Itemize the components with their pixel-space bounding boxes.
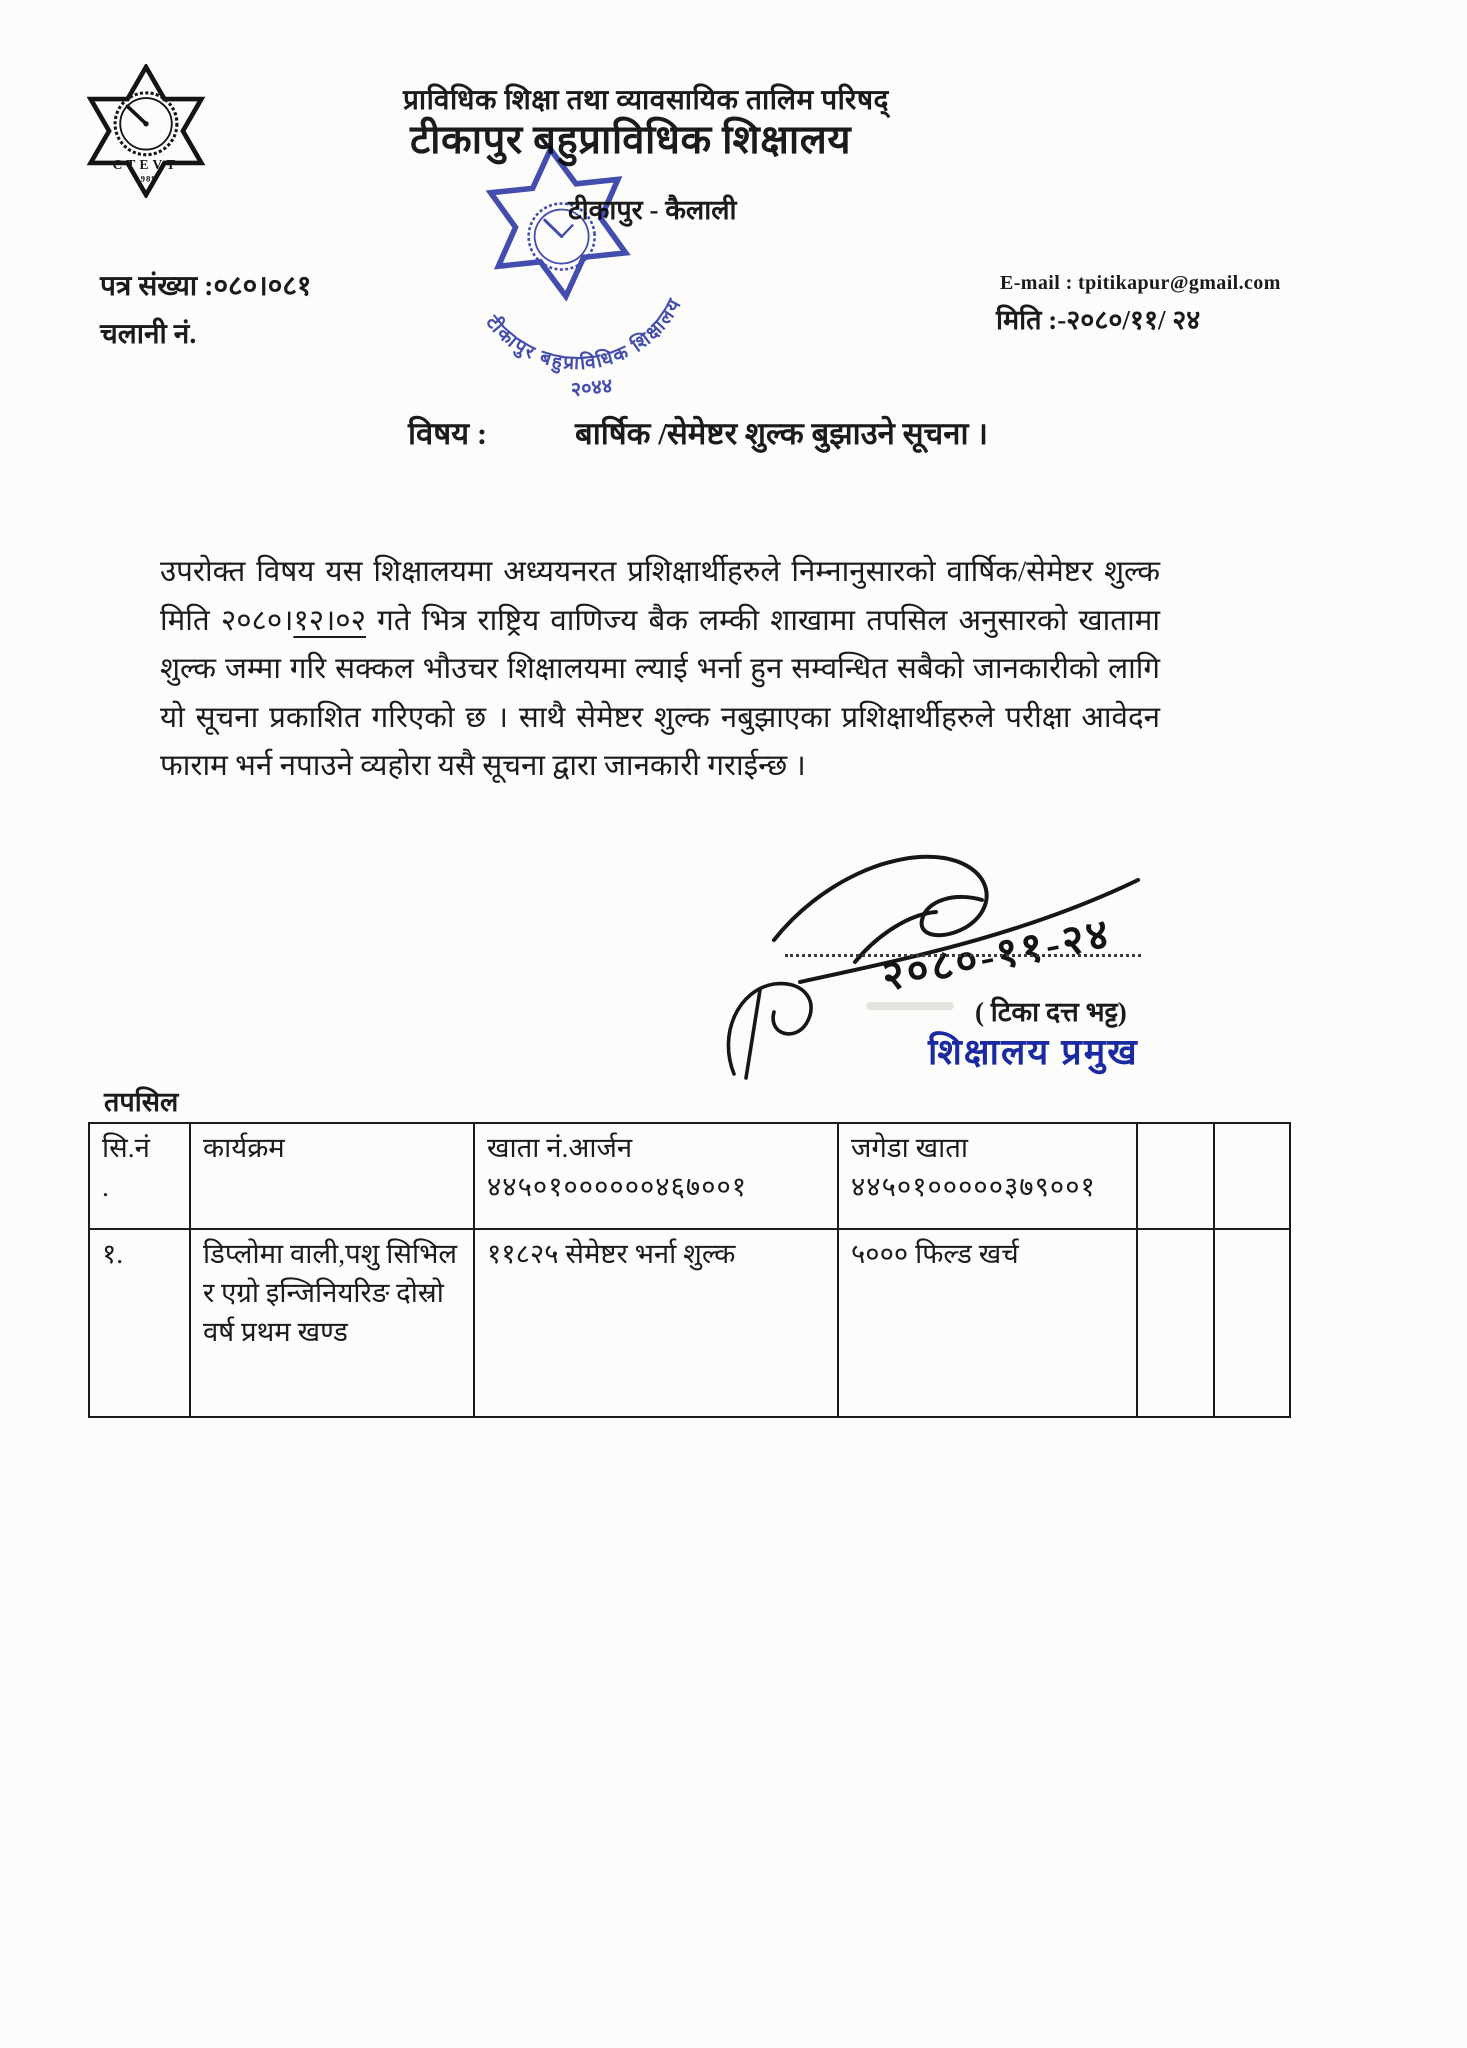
logo-year: 1989 xyxy=(135,173,157,184)
schedule-table xyxy=(88,1122,1291,1418)
body-paragraph xyxy=(160,548,1160,791)
cell-program: डिप्लोमा वाली,पशु सिभिल र एग्रो इन्जिनियरिङ दोस्रो वर्ष प्रथम खण्ड xyxy=(190,1229,474,1417)
letter-number: पत्र संख्या :०८०।०८१ xyxy=(100,271,312,302)
subject-title: बार्षिक /सेमेष्टर शुल्क बुझाउने सूचना । xyxy=(575,416,988,451)
schedule-caption: तपसिल xyxy=(104,1087,179,1117)
dispatch-number: चलानी नं. xyxy=(100,319,197,350)
header-cell-program xyxy=(190,1123,474,1229)
svg-text:टीकापुर बहुप्राविधिक शिक्षालय xyxy=(480,290,693,384)
school-stamp-icon xyxy=(425,127,752,427)
cell-reserve: ५००० फिल्ड खर्च xyxy=(838,1229,1137,1417)
cell-sn: १. xyxy=(89,1229,190,1417)
schedule-header-row xyxy=(89,1123,1290,1229)
ctevt-logo-icon xyxy=(62,64,230,198)
schedule-data-row xyxy=(89,1229,1290,1417)
signature-dotted-line xyxy=(785,928,1141,957)
header-sn-label2: . xyxy=(102,1171,109,1202)
header-cell-sn xyxy=(89,1123,190,1229)
header-program-label: कार्यक्रम xyxy=(203,1132,285,1163)
header-cell-earning xyxy=(474,1123,838,1229)
scan-smudge xyxy=(866,1002,954,1010)
header-earning-label: खाता नं.आर्जन xyxy=(487,1132,633,1163)
header-sn-label: सि.नं xyxy=(102,1132,150,1163)
letterhead-location: टीकापुर - कैलाली xyxy=(568,195,737,225)
cell-earning: ११८२५ सेमेष्टर भर्ना शुल्क xyxy=(474,1229,838,1417)
cell-extra1 xyxy=(1137,1229,1214,1417)
letterhead-school: टीकापुर बहुप्राविधिक शिक्षालय xyxy=(410,117,852,162)
body-part2: गते भित्र राष्ट्रिय वाणिज्य बैक लम्की शाखामा तपसिल अनुसारको खातामा शुल्क जम्मा गरि सक्कल भौउचर शिक्षालयमा ल्याई भर्ना हुन सम्वन्धित सबैको जानकारीको लागि यो सूचना प्रकाशित गरिएको छ । साथै सेमेष्टर शुल्क नबुझाएका प्रशिक्षार्थीहरुले परीक्षा आवेदन फाराम भर्न नपाउने व्यहोरा यसै सूचना द्वारा जानकारी गराईन्छ । xyxy=(160,604,1161,782)
body-part1: उपरोक्त विषय यस शिक्षालयमा अध्ययनरत प्रशिक्षार्थीहरुले निम्नानुसारको वार्षिक/सेमेष्टर शुल्क मिति २०८०। xyxy=(160,556,1160,637)
header-cell-extra1 xyxy=(1137,1123,1214,1229)
stamp-arc-text: टीकापुर बहुप्राविधिक शिक्षालय xyxy=(481,294,687,375)
header-cell-extra2 xyxy=(1214,1123,1290,1229)
signature-handwritten-date: २०८०-११-२४ xyxy=(878,911,1116,1001)
email-line: E-mail : tpitikapur@gmail.com xyxy=(1000,272,1281,294)
stamp-year: २०४४ xyxy=(569,375,614,402)
header-reserve-label: जगेडा खाता xyxy=(851,1132,969,1163)
designation-flourish-icon xyxy=(712,972,832,1082)
date-line: मिति :-२०८०/११/ २४ xyxy=(996,305,1201,335)
body-date-underline: १२।०२ xyxy=(293,604,366,637)
subject-label: विषय : xyxy=(408,416,488,451)
header-reserve-account: ४४५०१०००००३७९००१ xyxy=(851,1171,1096,1202)
header-cell-reserve xyxy=(838,1123,1137,1229)
letterhead-council: प्राविधिक शिक्षा तथा व्यावसायिक तालिम परिषद् xyxy=(403,85,889,116)
signatory-name: ( टिका दत्त भट्ट) xyxy=(975,997,1127,1027)
header-earning-account: ४४५०१००००००४६७००१ xyxy=(487,1171,748,1202)
cell-extra2 xyxy=(1214,1229,1290,1417)
logo-acronym: CTEVT xyxy=(112,157,180,173)
signatory-designation: शिक्षालय प्रमुख xyxy=(928,1032,1139,1072)
